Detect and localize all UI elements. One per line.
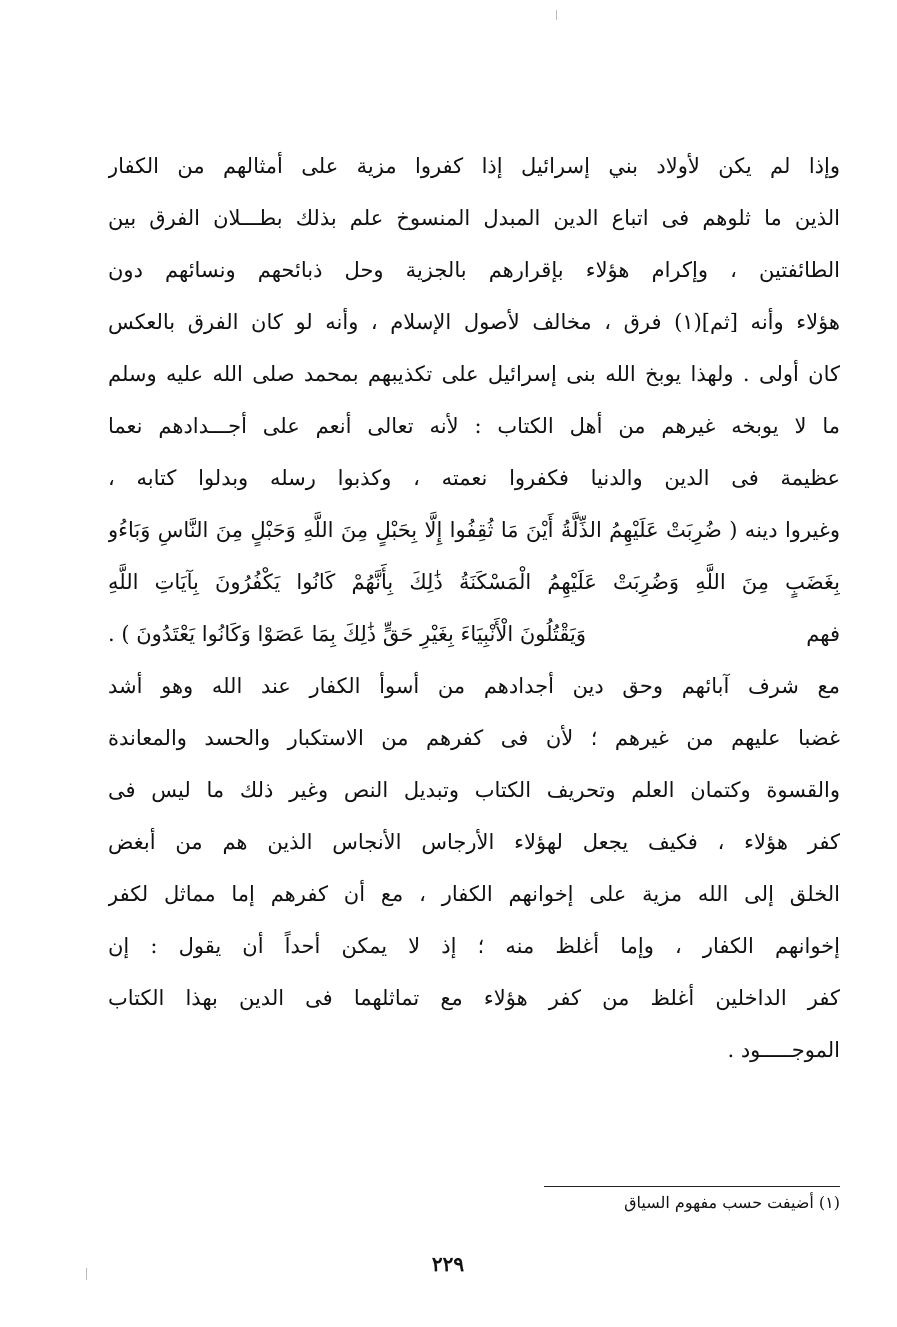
scan-mark-left: [86, 1268, 87, 1280]
text-line-18: الموجـــــود .: [727, 1038, 840, 1062]
text-line-15: الخلق إلى الله مزية على إخوانهم الكفار ، مع أن كفرهم إما مماثل لكفر: [108, 882, 840, 906]
text-line-3: الطائفتين ، وإكرام هؤلاء بإقرارهم بالجزية وحل ذبائحهم ونسائهم دون: [108, 258, 840, 282]
quran-line-1: وغيروا دينه ( ضُرِبَتْ عَلَيْهِمُ الذِّلَّةُ أَيْنَ مَا ثُقِفُوا إِلَّا بِحَبْلٍ مِنَ اللَّهِ وَحَبْلٍ مِنَ النَّاسِ وَبَاءُو: [108, 518, 840, 542]
text-line-16: إخوانهم الكفار ، وإما أغلظ منه ؛ إذ لا يمكن أحداً أن يقول : إن: [108, 934, 840, 958]
quran-line-3-tail: فهم: [806, 622, 840, 646]
quran-line-3-text: وَيَقْتُلُونَ الْأَنْبِيَاءَ بِغَيْرِ حَقٍّ ذَٰلِكَ بِمَا عَصَوْا وَكَانُوا يَعْتَدُونَ ) .: [108, 622, 587, 646]
page-number: ٢٢٩: [431, 1252, 465, 1276]
text-line-14: كفر هؤلاء ، فكيف يجعل لهؤلاء الأرجاس الأنجاس الذين هم من أبغض: [108, 830, 840, 854]
text-line-11: مع شرف آبائهم وحق دين أجدادهم من أسوأ الكفار عند الله وهو أشد: [108, 674, 840, 698]
text-line-1: وإذا لم يكن لأولاد بني إسرائيل إذا كفروا مزية على أمثالهم من الكفار: [108, 154, 840, 178]
quran-line-3: [108, 608, 840, 660]
text-line-4: هؤلاء وأنه [ثم](١) فرق ، مخالف لأصول الإسلام ، وأنه لو كان الفرق بالعكس: [108, 310, 840, 334]
text-line-6: ما لا يوبخه غيرهم من أهل الكتاب : لأنه تعالى أنعم على أجـــدادهم نعما: [108, 414, 840, 438]
text-line-13: والقسوة وكتمان العلم وتحريف الكتاب وتبديل النص وغير ذلك ما ليس فى: [108, 778, 840, 802]
text-line-2: الذين ما ثلوهم فى اتباع الدين المبدل المنسوخ علم بذلك بطـــلان الفرق بين: [108, 206, 840, 230]
footnote: (١) أضيفت حسب مفهوم السياق: [624, 1193, 840, 1212]
text-line-17: كفر الداخلين أغلظ من كفر هؤلاء مع تماثلهما فى الدين بهذا الكتاب: [108, 986, 840, 1010]
text-line-12: غضبا عليهم من غيرهم ؛ لأن فى كفرهم من الاستكبار والحسد والمعاندة: [108, 726, 840, 750]
scan-mark-top: [556, 10, 557, 20]
quran-line-2: بِغَضَبٍ مِنَ اللَّهِ وَضُرِبَتْ عَلَيْهِمُ الْمَسْكَنَةُ ذَٰلِكَ بِأَنَّهُمْ كَانُوا يَكْفُرُونَ بِآيَاتِ اللَّهِ: [108, 570, 840, 594]
footnote-divider: [544, 1186, 840, 1187]
body-text: [108, 140, 840, 1076]
text-line-5: كان أولى . ولهذا يوبخ الله بنى إسرائيل على تكذيبهم بمحمد صلى الله عليه وسلم: [108, 362, 840, 386]
text-line-7: عظيمة فى الدين والدنيا فكفروا نعمته ، وكذبوا رسله وبدلوا كتابه ،: [108, 466, 840, 490]
